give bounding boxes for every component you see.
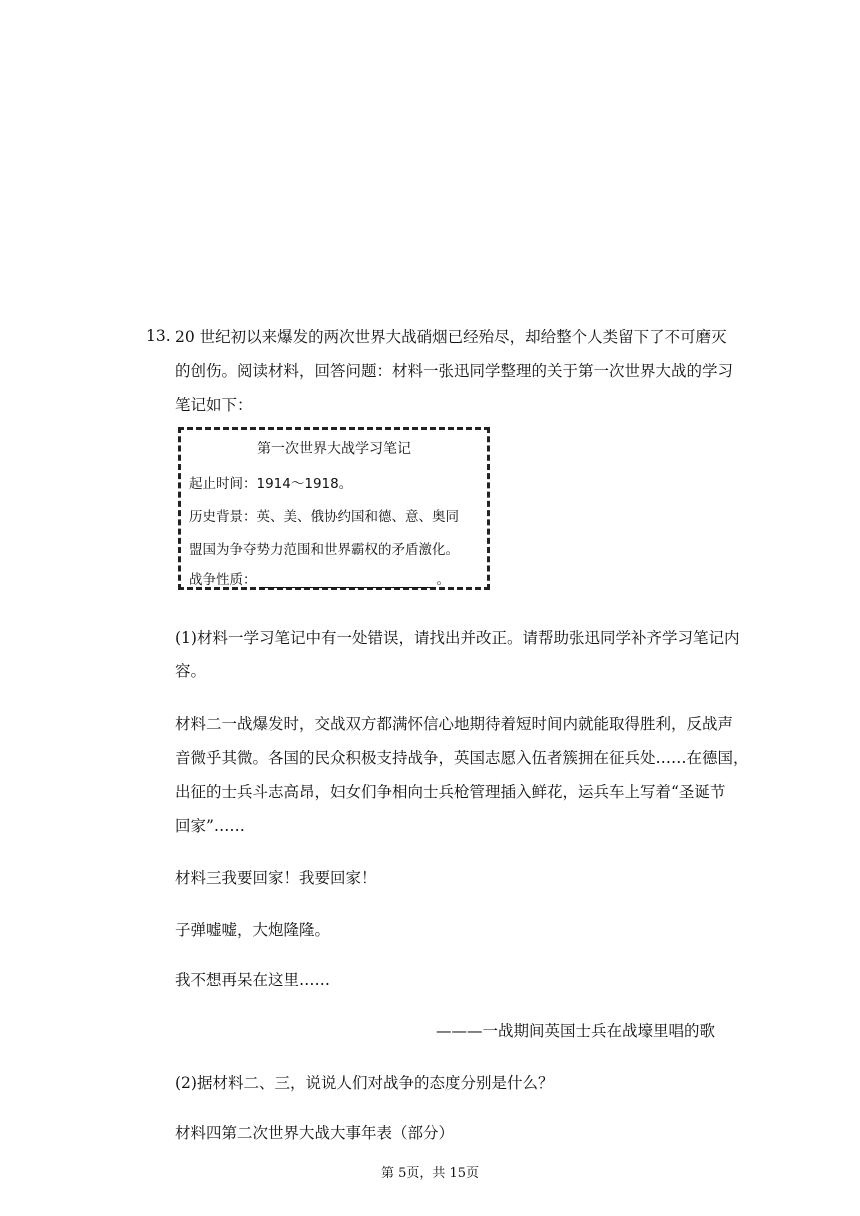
question-line-2: 的创伤。阅读材料，回答问题：材料一张迅同学整理的关于第一次世界大战的学习 <box>175 362 734 380</box>
part1-line-1: (1)材料一学习笔记中有一处错误，请找出并改正。请帮助张迅同学补齐学习笔记内 <box>175 629 740 647</box>
material2-line-4: 回家”…… <box>175 817 245 835</box>
note-nature <box>189 568 450 588</box>
note-nature-label: 战争性质： <box>189 572 257 588</box>
part2-question: (2)据材料二、三，说说人们对战争的态度分别是什么？ <box>175 1074 554 1092</box>
note-time: 起止时间：1914～1918。 <box>189 476 353 492</box>
part1-line-2: 容。 <box>175 662 207 680</box>
question-number: 13. <box>146 327 171 345</box>
material2-line-3: 出征的士兵斗志高昂，妇女们争相向士兵枪管理插入鲜花，运兵车上写着“圣诞节 <box>175 783 726 801</box>
note-title: 第一次世界大战学习笔记 <box>257 441 411 457</box>
study-note-box <box>178 427 490 590</box>
note-background-1: 历史背景：英、美、俄协约国和德、意、奥同 <box>189 509 459 525</box>
material3-line-3: 我不想再呆在这里…… <box>175 971 331 989</box>
page-footer: 第 5页，共 15页 <box>380 1166 480 1181</box>
material2-line-1: 材料二一战爆发时，交战双方都满怀信心地期待着短时间内就能取得胜利，反战声 <box>175 715 734 733</box>
material2-line-2: 音微乎其微。各国的民众积极支持战争，英国志愿入伍者簇拥在征兵处……在德国， <box>175 749 749 767</box>
answer-blank[interactable] <box>259 573 435 588</box>
material4-title: 材料四第二次世界大战大事年表（部分） <box>175 1124 455 1142</box>
note-nature-end: 。 <box>436 572 450 588</box>
material3-source: ———一战期间英国士兵在战壕里唱的歌 <box>435 1022 715 1040</box>
material3-line-2: 子弹嘘嘘，大炮隆隆。 <box>175 921 331 939</box>
note-background-2: 盟国为争夺势力范围和世界霸权的矛盾激化。 <box>189 542 459 558</box>
question-line-1: 20 世纪初以来爆发的两次世界大战硝烟已经殆尽，却给整个人类留下了不可磨灭 <box>175 328 727 346</box>
material3-line-1: 材料三我要回家！我要回家！ <box>175 869 377 887</box>
question-line-3: 笔记如下： <box>175 396 253 414</box>
